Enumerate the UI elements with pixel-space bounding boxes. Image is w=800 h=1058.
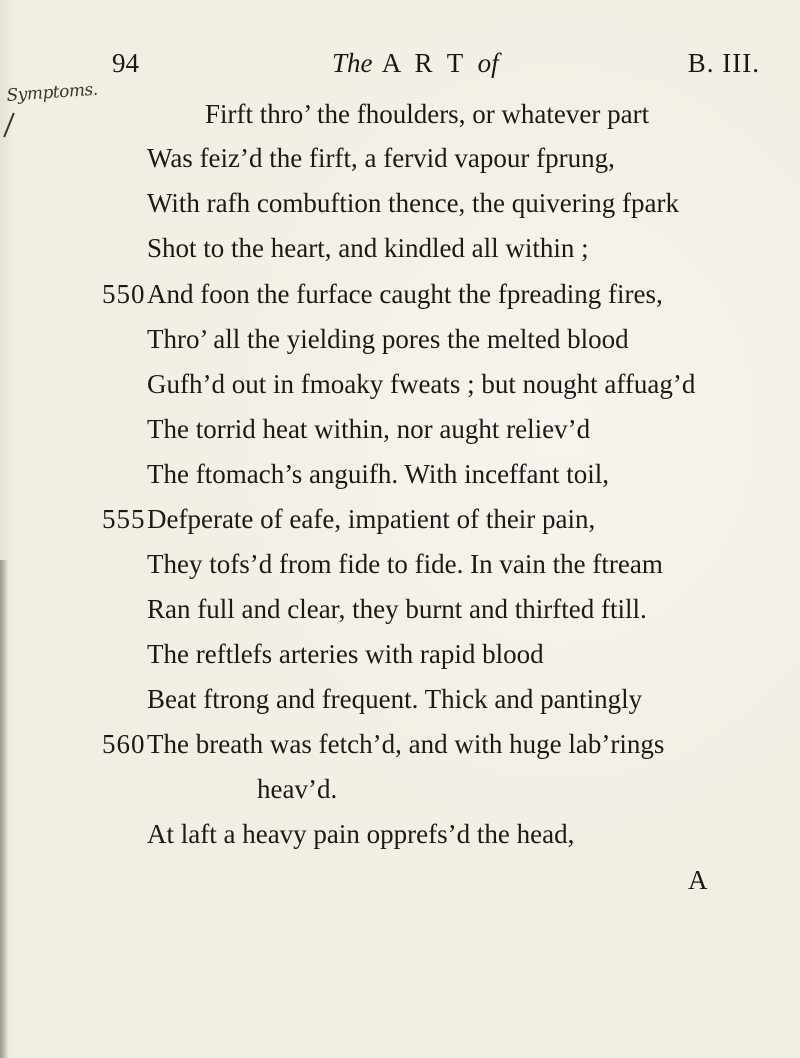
verse-text: Thro’ all the yielding pores the melted blood bbox=[147, 324, 629, 354]
running-title bbox=[332, 48, 499, 79]
verse-text: Gufh’d out in fmoaky fweats ; but nought affuag’d bbox=[147, 369, 696, 399]
verse-line bbox=[0, 542, 800, 586]
verse-text: The reftlefs arteries with rapid blood bbox=[147, 639, 544, 669]
line-number: 555 bbox=[102, 504, 146, 534]
verse-text: At laft a heavy pain opprefs’d the head, bbox=[147, 819, 575, 849]
verse-line bbox=[0, 632, 800, 676]
verse-text: With rafh combuftion thence, the quivering fpark bbox=[147, 188, 679, 218]
verse-text: The breath was fetch’d, and with huge lab’rings bbox=[147, 729, 665, 759]
verse-line bbox=[0, 272, 800, 316]
verse-line bbox=[0, 226, 800, 270]
verse-line bbox=[0, 767, 800, 811]
verse-text-continuation: heav’d. bbox=[257, 774, 338, 804]
verse-text: Was feiz’d the firft, a fervid vapour fprung, bbox=[147, 143, 615, 173]
verse-text: Firft thro’ the fhoulders, or whatever part bbox=[205, 99, 650, 129]
verse-text: The ftomach’s anguifh. With inceffant toil, bbox=[147, 459, 610, 489]
margin-note-symptoms: Symptoms. bbox=[6, 79, 99, 106]
verse-line bbox=[0, 362, 800, 406]
running-title-art: A R T bbox=[381, 48, 467, 78]
verse-line bbox=[0, 587, 800, 631]
verse-text: Ran full and clear, they burnt and thirfted ftill. bbox=[147, 594, 647, 624]
page-number: 94 bbox=[112, 48, 139, 78]
verse-text: Beat ftrong and frequent. Thick and pantingly bbox=[147, 684, 643, 714]
verse-line bbox=[0, 407, 800, 451]
catchword: A bbox=[688, 865, 708, 895]
running-title-the: The bbox=[332, 48, 373, 78]
verse-line bbox=[0, 317, 800, 361]
line-number: 560 bbox=[102, 729, 146, 759]
verse-line bbox=[0, 722, 800, 766]
verse-line bbox=[0, 92, 800, 136]
verse-text: And foon the furface caught the fpreading fires, bbox=[147, 279, 663, 309]
verse-text: Defperate of eafe, impatient of their pain, bbox=[147, 504, 596, 534]
running-title-of: of bbox=[477, 48, 499, 78]
page-header bbox=[112, 44, 772, 84]
verse-line bbox=[0, 677, 800, 721]
verse-text: The torrid heat within, nor aught reliev’d bbox=[147, 414, 591, 444]
verse-line bbox=[0, 497, 800, 541]
line-number: 550 bbox=[102, 279, 146, 309]
verse-text: Shot to the heart, and kindled all within ; bbox=[147, 233, 589, 263]
verse-line bbox=[0, 812, 800, 856]
verse-text: They tofs’d from fide to fide. In vain the ftream bbox=[147, 549, 663, 579]
verse-line bbox=[0, 181, 800, 225]
verse-line bbox=[0, 452, 800, 496]
verse-line bbox=[0, 136, 800, 180]
book-reference: B. III. bbox=[687, 48, 760, 78]
